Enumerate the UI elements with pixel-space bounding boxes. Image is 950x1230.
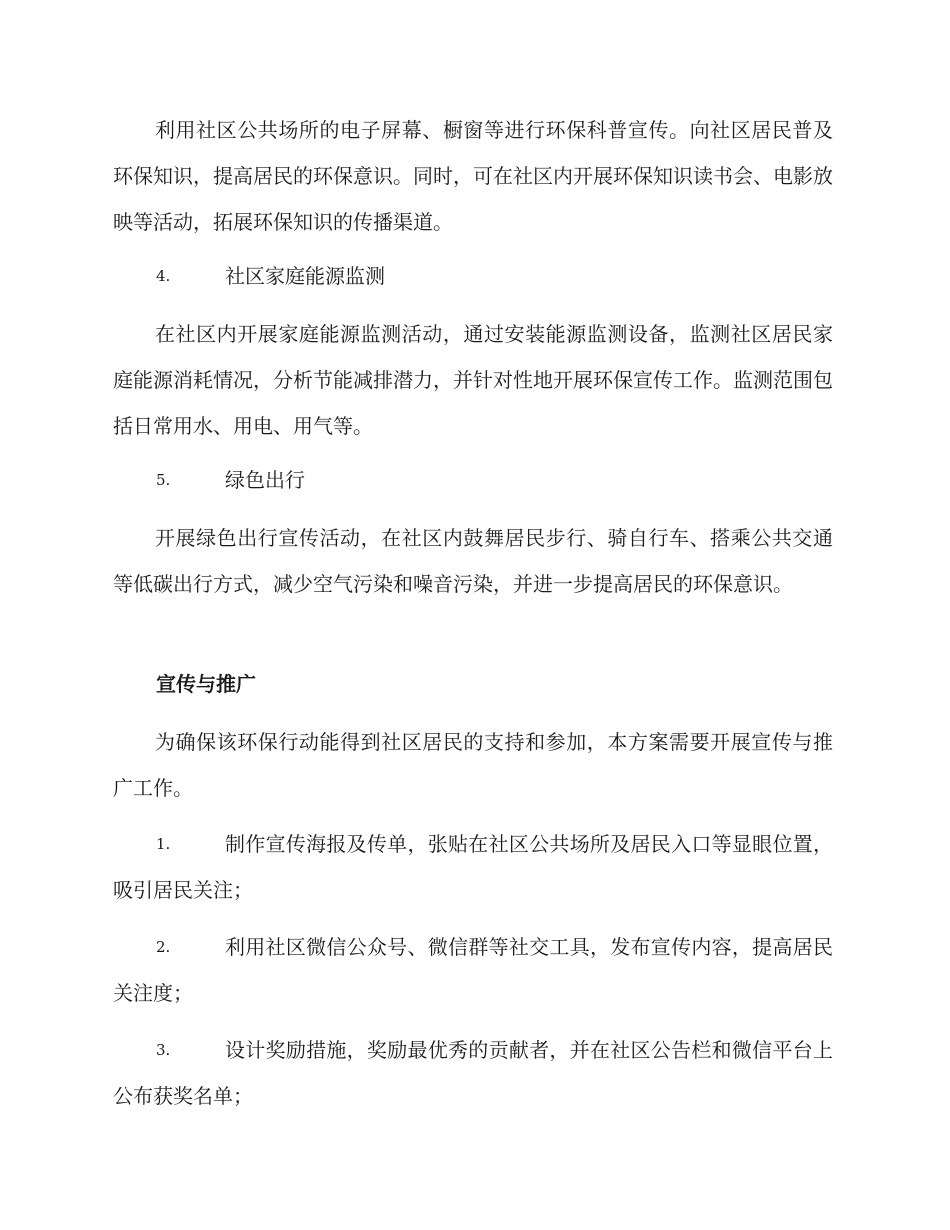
paragraph-energy-monitoring: 在社区内开展家庭能源监测活动，通过安装能源监测设备，监测社区居民家庭能源消耗情况，分析节能减排潜力，并针对性地开展环保宣传工作。监测范围包括日常用水、用电、用气等。 (113, 322, 833, 438)
paragraph-green-travel: 开展绿色出行宣传活动，在社区内鼓舞居民步行、骑自行车、搭乘公共交通等低碳出行方式，减少空气污染和噪音污染，并进一步提高居民的环保意识。 (113, 526, 833, 596)
list-item-1 (113, 821, 833, 913)
list-text: 社区家庭能源监测 (225, 264, 385, 288)
list-number: 2. (156, 938, 171, 956)
list-text: 设计奖励措施，奖励最优秀的贡献者，并在社区公告栏和微信平台上公布获奖名单； (113, 1038, 833, 1108)
list-text: 制作宣传海报及传单，张贴在社区公共场所及居民入口等显眼位置，吸引居民关注； (113, 832, 833, 902)
list-number: 3. (156, 1041, 171, 1059)
paragraph-community-promotion: 利用社区公共场所的电子屏幕、橱窗等进行环保科普宣传。向社区居民普及环保知识，提高居民的环保意识。同时，可在社区内开展环保知识读书会、电影放映等活动，拓展环保知识的传播渠道。 (113, 118, 833, 234)
list-item-3 (113, 1027, 833, 1119)
list-item-2 (113, 924, 833, 1016)
list-number: 4. (156, 267, 171, 285)
section-heading: 宣传与推广 (156, 672, 256, 696)
list-item-5 (113, 457, 833, 503)
list-number: 5. (156, 471, 171, 489)
paragraph-promotion-intro: 为确保该环保行动能得到社区居民的支持和参加，本方案需要开展宣传与推广工作。 (113, 730, 833, 800)
list-item-4 (113, 253, 833, 299)
list-text: 利用社区微信公众号、微信群等社交工具，发布宣传内容，提高居民关注度； (113, 935, 833, 1005)
list-number: 1. (156, 835, 171, 853)
list-text: 绿色出行 (225, 468, 305, 492)
